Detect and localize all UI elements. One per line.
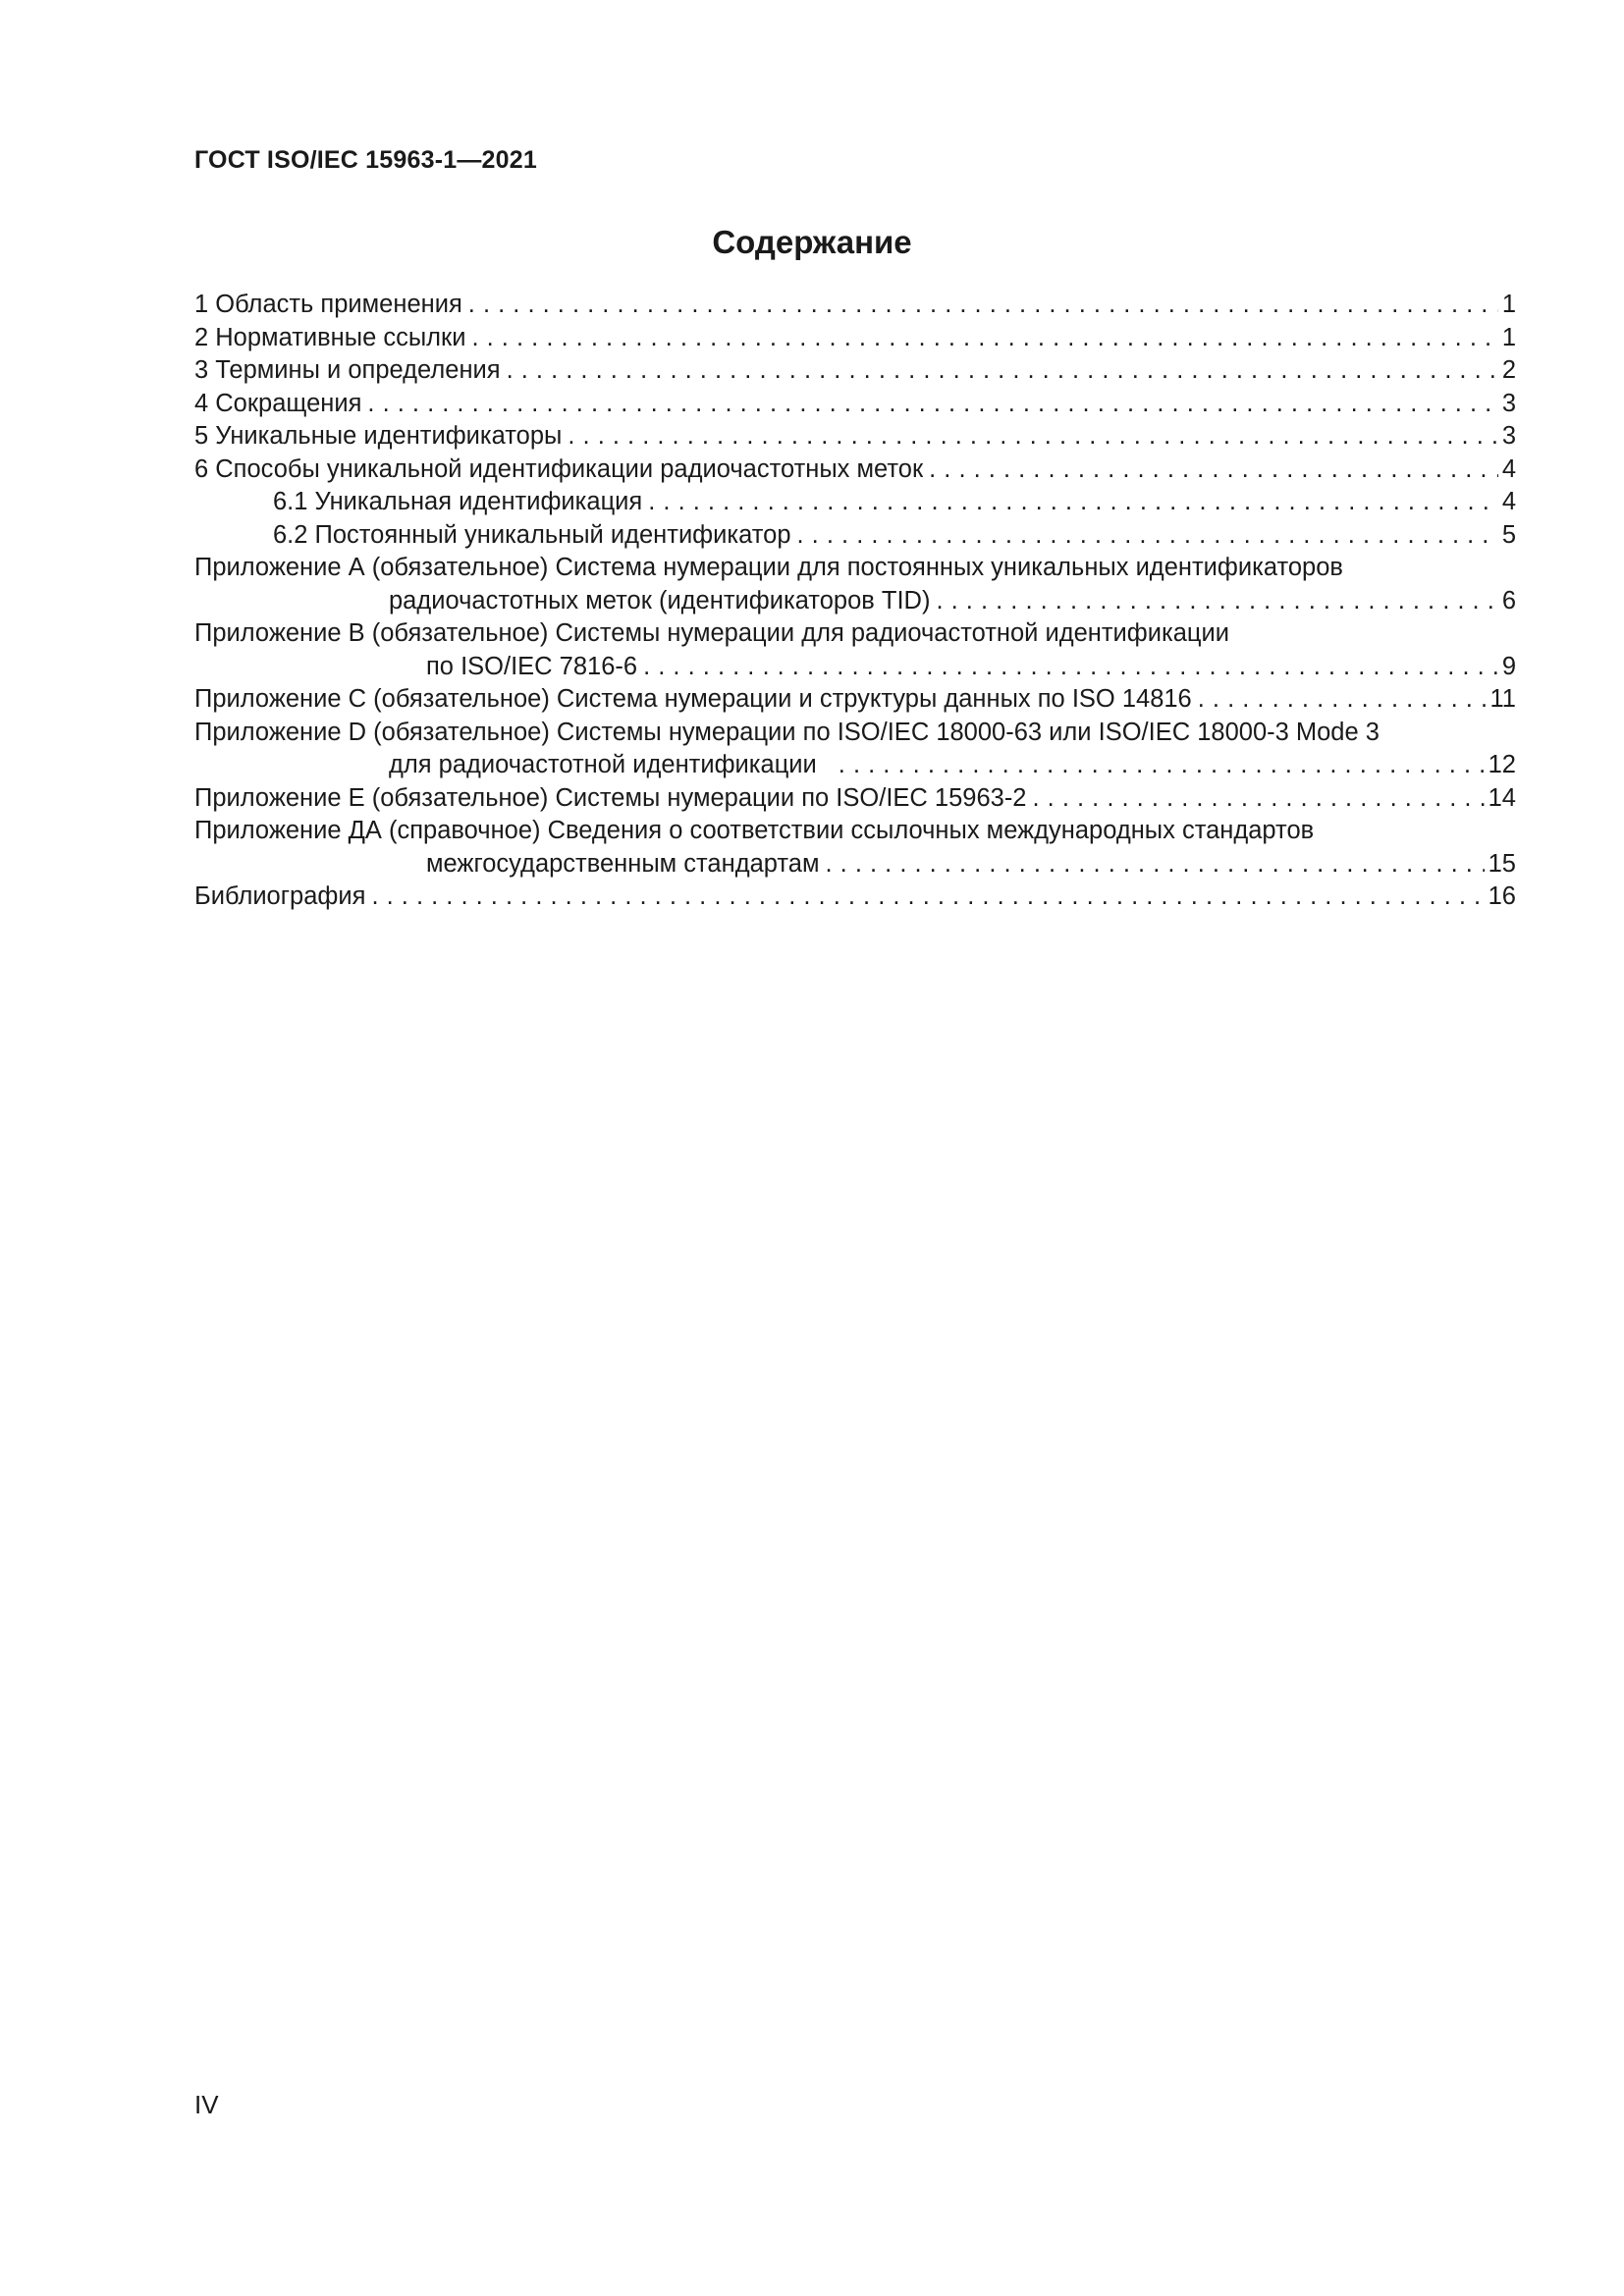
toc-entry-text: 3 Термины и определения: [194, 356, 501, 384]
toc-title: Содержание: [712, 224, 912, 260]
leader-dots: [643, 651, 1498, 684]
toc-entry-identification-methods[interactable]: [194, 454, 1516, 487]
page-number: IV: [194, 2090, 219, 2119]
toc-entry-text: 6 Способы уникальной идентификации радиочастотных меток: [194, 454, 924, 483]
leader-dots: [1198, 683, 1487, 717]
toc-entry-scope[interactable]: [194, 289, 1516, 322]
toc-entry-page: 3: [1501, 422, 1516, 450]
toc-entry-text: Приложение А (обязательное) Система нумерации для постоянных уникальных идентификаторов: [194, 554, 1343, 581]
toc-entry-page: 14: [1488, 783, 1516, 812]
toc-entry-annex-a-line2[interactable]: [194, 585, 1516, 618]
toc-entry-annex-d-line1[interactable]: [194, 717, 1516, 750]
leader-dots: [797, 519, 1498, 553]
standard-code-header: ГОСТ ISO/IEC 15963-1—2021: [194, 146, 537, 174]
leader-dots: [825, 848, 1484, 881]
toc-entry-page: 1: [1501, 323, 1516, 351]
leader-dots: [929, 454, 1498, 487]
toc-entry-text: 2 Нормативные ссылки: [194, 323, 466, 351]
leader-dots: [367, 388, 1497, 421]
toc-entry-page: 2: [1501, 356, 1516, 384]
toc-entry-text: Приложение В (обязательное) Системы нумерации для радиочастотной идентификации: [194, 619, 1230, 647]
leader-dots: [839, 749, 1485, 782]
toc-entry-annex-d-line2[interactable]: [194, 749, 1516, 782]
toc-entry-text: 6.1 Уникальная идентификация: [273, 488, 643, 515]
toc-entry-page: 9: [1501, 652, 1516, 680]
table-of-contents: [194, 289, 1516, 914]
toc-entry-normative-references[interactable]: [194, 322, 1516, 355]
toc-entry-annex-a-line1[interactable]: [194, 552, 1516, 585]
toc-entry-page: 6: [1501, 586, 1516, 614]
toc-entry-page: 12: [1488, 751, 1516, 778]
toc-entry-annex-c[interactable]: [194, 683, 1516, 717]
toc-entry-bibliography[interactable]: [194, 881, 1516, 914]
leader-dots: [507, 354, 1498, 388]
toc-entry-page: 4: [1501, 488, 1516, 515]
toc-entry-text: Приложение С (обязательное) Система нумерации и структуры данных по ISO 14816: [194, 685, 1192, 713]
toc-entry-page: 5: [1501, 520, 1516, 549]
toc-entry-annex-da-line2[interactable]: [194, 848, 1516, 881]
toc-entry-annex-e[interactable]: [194, 782, 1516, 816]
toc-entry-unique-identification[interactable]: [194, 486, 1516, 519]
toc-entry-page: 11: [1489, 685, 1516, 713]
toc-entry-text: по ISO/IEC 7816-6: [426, 652, 638, 680]
leader-dots: [1033, 782, 1485, 816]
toc-entry-page: 15: [1488, 849, 1516, 878]
toc-entry-page: 4: [1501, 454, 1516, 483]
toc-entry-terms[interactable]: [194, 354, 1516, 388]
toc-entry-page: 1: [1501, 291, 1516, 318]
leader-dots: [371, 881, 1484, 914]
toc-entry-page: 3: [1501, 389, 1516, 417]
toc-entry-unique-identifiers[interactable]: [194, 420, 1516, 454]
toc-entry-abbreviations[interactable]: [194, 388, 1516, 421]
toc-entry-text: Приложение Е (обязательное) Системы нумерации по ISO/IEC 15963-2: [194, 783, 1027, 812]
toc-entry-text: межгосударственным стандартам: [426, 849, 820, 878]
leader-dots: [568, 420, 1497, 454]
toc-entry-text: радиочастотных меток (идентификаторов TID): [389, 586, 931, 614]
leader-dots: [468, 289, 1498, 322]
toc-entry-page: 16: [1488, 882, 1516, 910]
toc-entry-text: 1 Область применения: [194, 291, 462, 318]
toc-entry-text: Библиография: [194, 882, 366, 910]
leader-dots: [471, 322, 1497, 355]
toc-entry-text: Приложение D (обязательное) Системы нумерации по ISO/IEC 18000-63 или ISO/IEC 18000-3 Mode 3: [194, 718, 1380, 746]
toc-entry-text: Приложение ДА (справочное) Сведения о соответствии ссылочных международных стандартов: [194, 817, 1315, 844]
toc-entry-permanent-identifier[interactable]: [194, 519, 1516, 553]
leader-dots: [936, 585, 1497, 618]
toc-entry-annex-b-line2[interactable]: [194, 651, 1516, 684]
toc-entry-annex-da-line1[interactable]: [194, 815, 1516, 848]
toc-entry-text: 6.2 Постоянный уникальный идентификатор: [273, 520, 791, 549]
toc-entry-text: 5 Уникальные идентификаторы: [194, 422, 563, 450]
toc-entry-annex-b-line1[interactable]: [194, 617, 1516, 651]
toc-entry-text: для радиочастотной идентификации: [389, 751, 817, 778]
leader-dots: [648, 486, 1498, 519]
toc-entry-text: 4 Сокращения: [194, 389, 362, 417]
